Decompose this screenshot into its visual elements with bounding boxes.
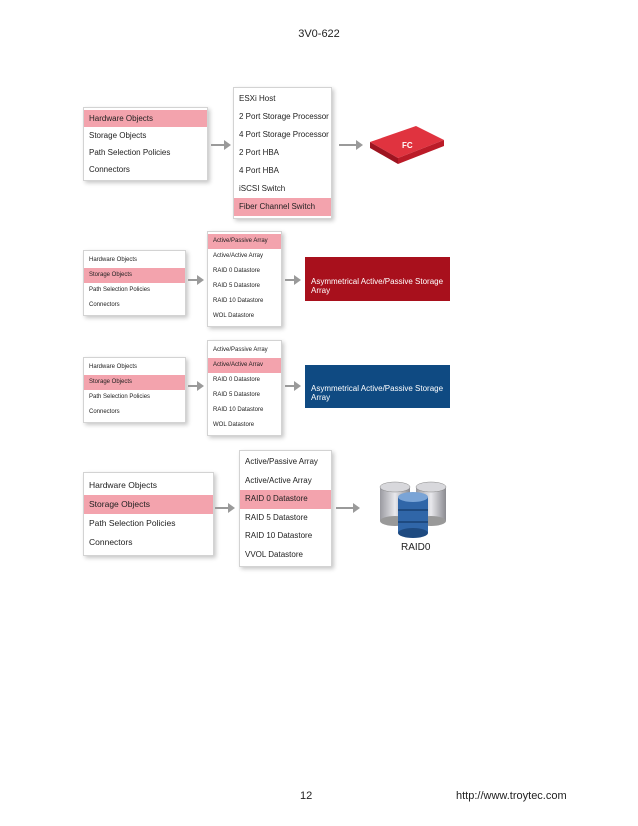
panel2-arrow-left <box>188 279 202 281</box>
panel3-left-item[interactable]: Connectors <box>89 409 120 415</box>
panel2-right-item[interactable]: RAID 5 Datastore <box>213 283 261 289</box>
panel3-left-item[interactable]: Path Selection Policies <box>89 394 151 400</box>
panel4-left-item[interactable]: Storage Objects <box>84 495 213 514</box>
panel4-right-item[interactable]: Active/Passive Array <box>245 457 318 466</box>
fc-switch-icon <box>366 120 448 168</box>
panel2-result-banner: Asymmetrical Active/Passive Storage Array <box>305 257 450 301</box>
panel4-left-item[interactable]: Path Selection Policies <box>89 518 176 528</box>
panel1-right-item[interactable]: 2 Port Storage Processor <box>239 112 329 121</box>
panel1-arrow-left <box>211 144 229 146</box>
panel3-result-banner: Asymmetrical Active/Passive Storage Array <box>305 365 450 408</box>
panel4-right-item[interactable]: RAID 5 Datastore <box>245 512 308 522</box>
panel2-right-item[interactable]: Active/Active Array <box>213 253 264 259</box>
panel3-category-list <box>83 357 186 423</box>
panel4-right-item[interactable]: VVOL Datastore <box>245 549 303 559</box>
panel1-right-item[interactable]: 4 Port HBA <box>239 166 280 175</box>
panel4-right-item[interactable]: Active/Active Array <box>245 475 312 485</box>
panel4-arrow-left <box>215 507 233 509</box>
panel1-hardware-list <box>233 87 332 219</box>
panel1-right-item[interactable]: ESXi Host <box>239 94 276 103</box>
panel1-arrow-right <box>339 144 361 146</box>
panel1-left-item[interactable]: Storage Objects <box>89 131 147 140</box>
panel4-left-item[interactable]: Connectors <box>89 537 133 547</box>
panel2-storage-list <box>207 231 282 327</box>
panel1-left-item[interactable]: Path Selection Policies <box>89 148 171 157</box>
panel1-left-item[interactable]: Connectors <box>89 165 130 174</box>
panel3-right-item[interactable]: Active/Passive Array <box>213 347 268 353</box>
panel2-right-item[interactable]: Active/Passive Array <box>208 234 281 249</box>
panel4-right-item[interactable]: RAID 0 Datastore <box>240 490 331 509</box>
panel3-storage-list <box>207 340 282 436</box>
panel2-left-item[interactable]: Storage Objects <box>84 268 185 283</box>
panel3-right-item[interactable]: RAID 5 Datastore <box>213 392 261 398</box>
panel4-category-list <box>83 472 214 556</box>
panel1-left-item[interactable]: Hardware Objects <box>84 110 207 127</box>
page-number: 12 <box>300 790 313 802</box>
panel3-right-item[interactable]: RAID 10 Datastore <box>213 407 264 413</box>
database-icon <box>374 479 454 541</box>
panel4-left-item[interactable]: Hardware Objects <box>89 480 158 490</box>
panel2-arrow-right <box>285 279 299 281</box>
page-header: 3V0-622 <box>298 28 340 40</box>
panel1-right-item[interactable]: 2 Port HBA <box>239 148 280 157</box>
panel1-right-item[interactable]: 4 Port Storage Processor <box>239 130 329 139</box>
footer-url[interactable]: http://www.troytec.com <box>456 790 567 802</box>
panel3-left-item[interactable]: Storage Objects <box>84 375 185 390</box>
panel2-left-item[interactable]: Connectors <box>89 302 120 308</box>
panel3-left-item[interactable]: Hardware Objects <box>89 364 138 370</box>
panel3-right-item[interactable]: Active/Active Arrav <box>208 358 281 373</box>
panel2-right-item[interactable]: RAID 0 Datastore <box>213 268 261 274</box>
panel3-arrow-right <box>285 385 299 387</box>
panel3-right-item[interactable]: RAID 0 Datastore <box>213 377 261 383</box>
panel1-right-item[interactable]: iSCSI Switch <box>239 184 286 193</box>
panel2-left-item[interactable]: Path Selection Policies <box>89 287 151 293</box>
panel1-right-item[interactable]: Fiber Channel Switch <box>234 198 331 216</box>
fc-label: FC <box>402 141 413 150</box>
panel4-arrow-right <box>336 507 358 509</box>
panel3-right-item[interactable]: WOL Datastore <box>213 422 255 428</box>
panel2-left-item[interactable]: Hardware Objects <box>89 257 138 263</box>
panel4-right-item[interactable]: RAID 10 Datastore <box>245 531 313 540</box>
panel4-storage-list <box>239 450 332 567</box>
panel1-category-list <box>83 107 208 181</box>
raid0-label: RAID0 <box>401 542 431 553</box>
panel2-right-item[interactable]: RAID 10 Datastore <box>213 298 264 304</box>
panel2-category-list <box>83 250 186 316</box>
panel3-arrow-left <box>188 385 202 387</box>
panel2-right-item[interactable]: WOL Datastore <box>213 313 255 319</box>
